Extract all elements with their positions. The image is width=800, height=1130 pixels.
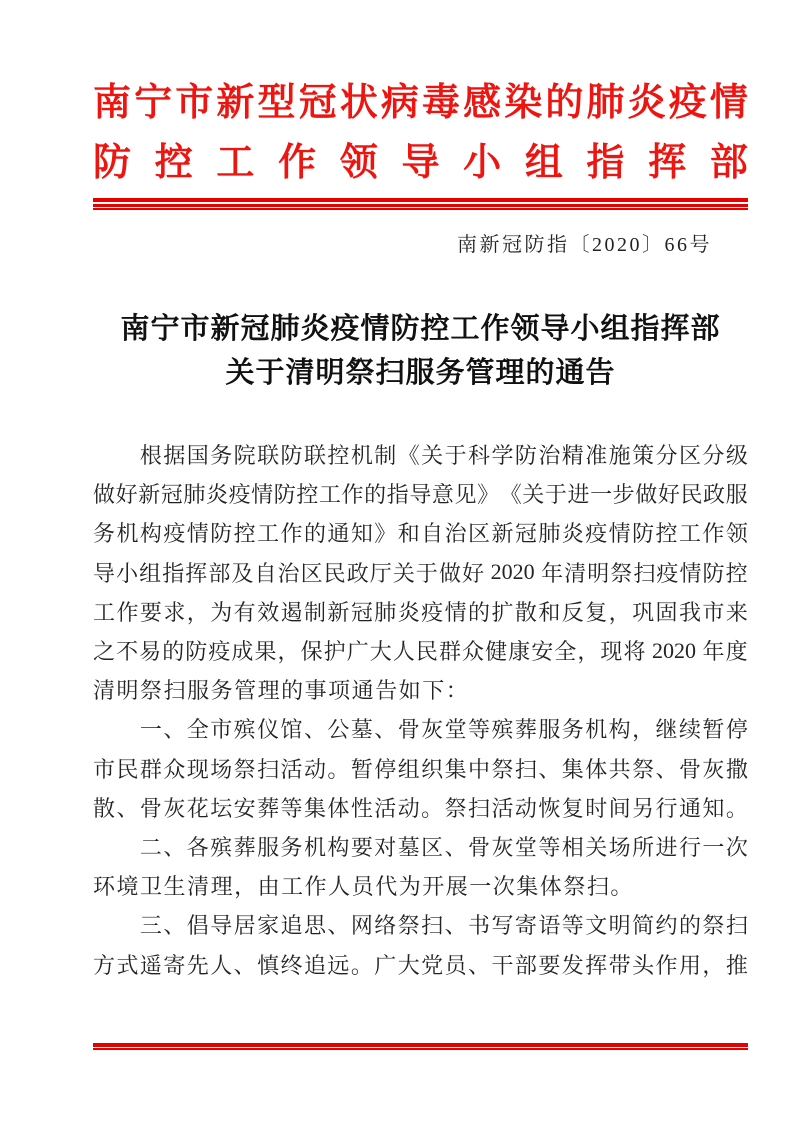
document-number: 南新冠防指〔2020〕66号 (457, 234, 712, 256)
body-line: 方 式 遥 寄 先 人 、 慎 终 追 远 。 广 大 党 员 、 干 部 要 发 挥 带 头 作 用 ， 推 (93, 952, 748, 978)
body-line: 做 好 新 冠 肺 炎 疫 情 防 控 工 作 的 指 导 意 见 》 《 关 于 进 一 步 做 好 民 政 服 (93, 482, 748, 508)
body-line: 市 民 群 众 现 场 祭 扫 活 动 。 暂 停 组 织 集 中 祭 扫 、 集 体 共 祭 、 骨 灰 撒 (93, 756, 748, 782)
body-line: 导 小 组 指 挥 部 及 自 治 区 民 政 厅 关 于 做 好 2020 年 清 明 祭 扫 疫 情 防 控 (93, 559, 748, 586)
document-title (93, 307, 748, 395)
letterhead-line-1: 南 宁 市 新 型 冠 状 病 毒 感 染 的 肺 炎 疫 情 (93, 82, 748, 124)
body-line: 清 明 祭 扫 服 务 管 理 的 事 项 通 告 如 下 ： (93, 678, 468, 704)
letterhead-line-2: 防 控 工 作 领 导 小 组 指 挥 部 (93, 142, 748, 184)
letterhead-divider-rule (93, 198, 748, 210)
body-line: 三 、 倡 导 居 家 追 思 、 网 络 祭 扫 、 书 写 寄 语 等 文 明 简 约 的 祭 扫 (139, 913, 748, 939)
footer-divider-rule (93, 1043, 748, 1050)
title-line-2: 关于清明祭扫服务管理的通告 (225, 357, 616, 389)
body-line: 工 作 要 求 ， 为 有 效 遏 制 新 冠 肺 炎 疫 情 的 扩 散 和 反 复 ， 巩 固 我 市 来 (93, 599, 748, 625)
letterhead (93, 73, 748, 193)
body-line: 根 据 国 务 院 联 防 联 控 机 制 《 关 于 科 学 防 治 精 准 施 策 分 区 分 级 (139, 443, 748, 469)
body-line: 务 机 构 疫 情 防 控 工 作 的 通 知 》 和 自 治 区 新 冠 肺 炎 疫 情 防 控 工 作 领 (93, 521, 748, 547)
body-line: 环 境 卫 生 清 理 ， 由 工 作 人 员 代 为 开 展 一 次 集 体 祭 扫 。 (93, 874, 633, 900)
title-line-1: 南宁市新冠肺炎疫情防控工作领导小组指挥部 (120, 313, 721, 345)
document-content (93, 73, 748, 1050)
divider-stripe (93, 208, 748, 210)
body-line: 二 、 各 殡 葬 服 务 机 构 要 对 墓 区 、 骨 灰 堂 等 相 关 场 所 进 行 一 次 (139, 834, 748, 860)
body-line: 散 、 骨 灰 花 坛 安 葬 等 集 体 性 活 动 。 祭 扫 活 动 恢 复 时 间 另 行 通 知 。 (93, 795, 748, 821)
document-body (93, 435, 748, 984)
body-line: 一 、 全 市 殡 仪 馆 、 公 墓 、 骨 灰 堂 等 殡 葬 服 务 机 构 ， 继 续 暂 停 (139, 717, 748, 743)
divider-stripe (93, 1048, 748, 1050)
body-line: 之 不 易 的 防 疫 成 果 ， 保 护 广 大 人 民 群 众 健 康 安 全 ， 现 将 2020 年 度 (93, 637, 748, 665)
